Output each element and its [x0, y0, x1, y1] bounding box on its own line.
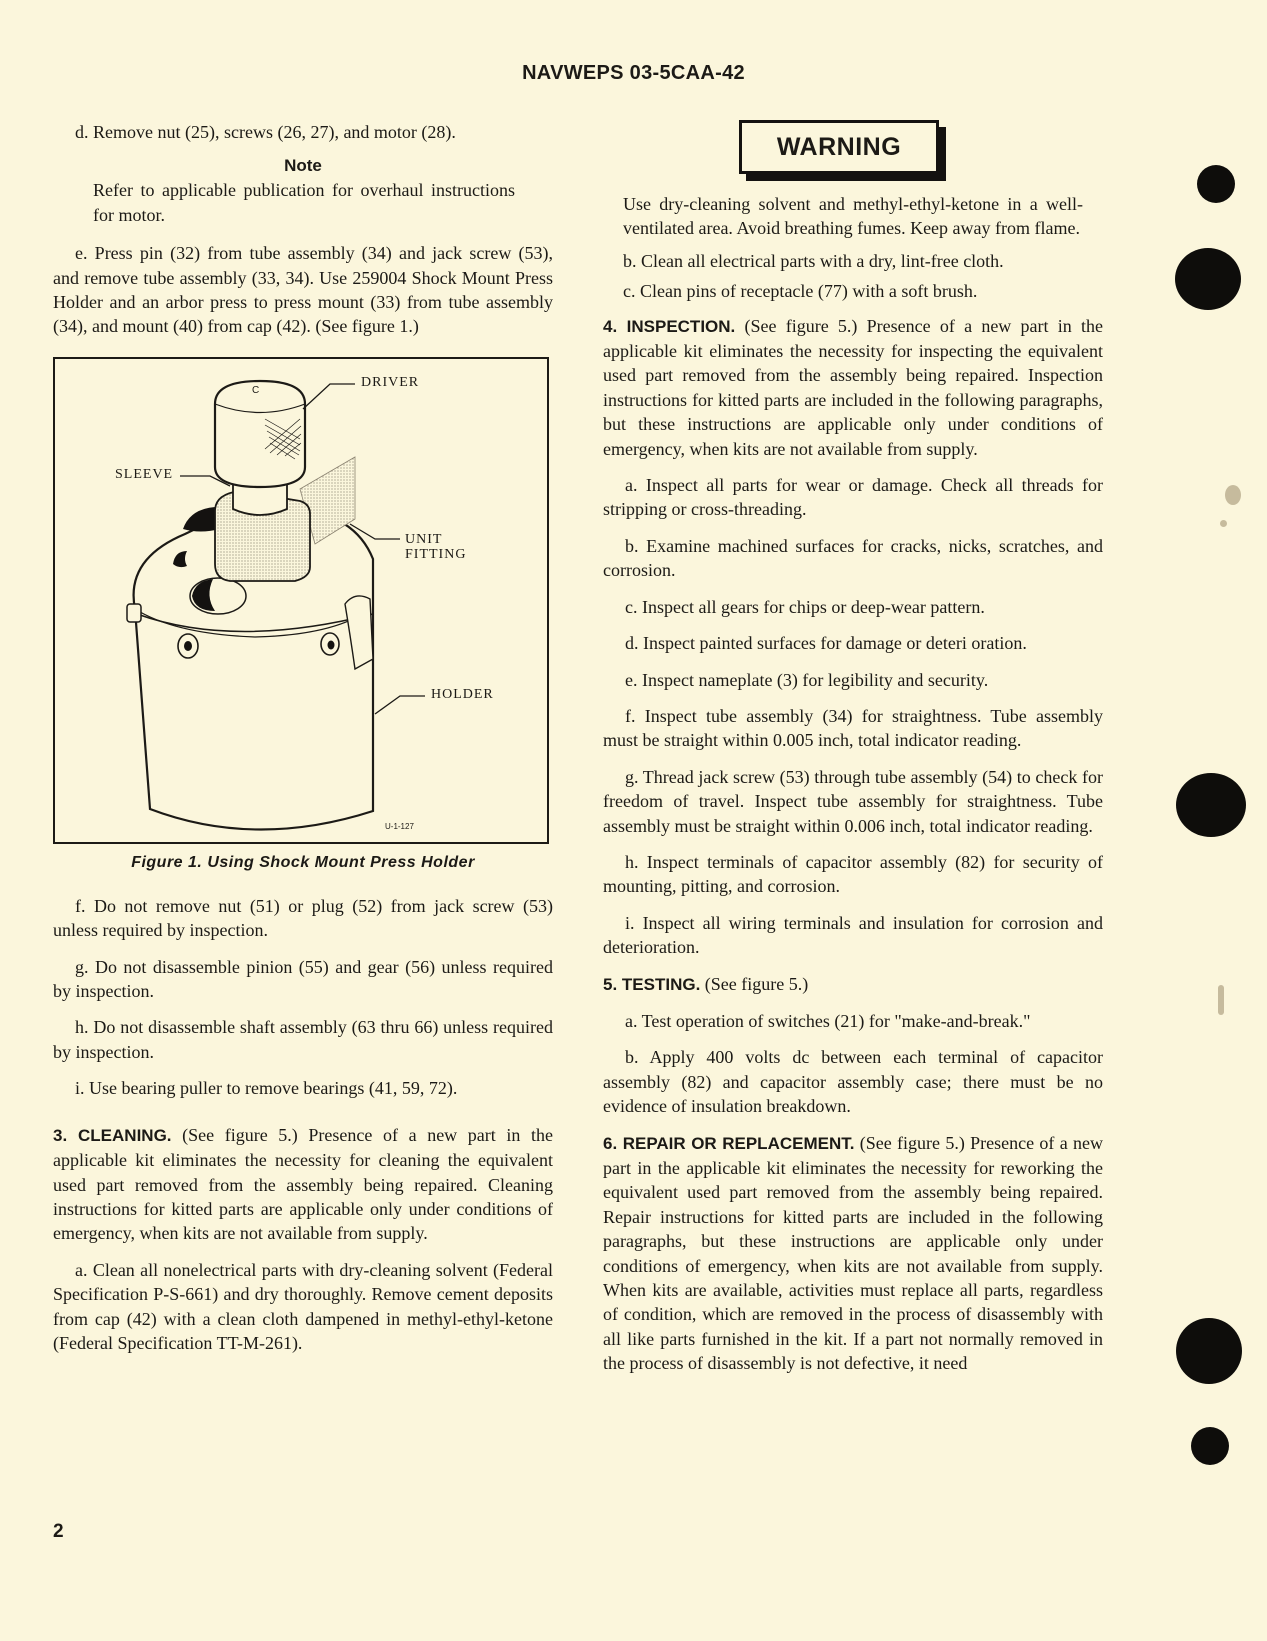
inspection-step-f: f. Inspect tube assembly (34) for straightness. Tube assembly must be straight within 0.005 inch, total indicator reading.	[603, 705, 1103, 751]
label-holder: HOLDER	[431, 686, 494, 702]
repair-body: (See figure 5.) Presence of a new part in the applicable kit eliminates the necessity for reworking the equivalent used part removed from the assembly being repaired. Repair instructions for kitted parts are included in the following paragraphs, but these instructions are applicable only under conditions of emergency, when kits are not available from supply. When kits are available, activities must replace all parts, regardless of condition, which are removed in the process of disassembly with all like parts furnished in the kit. If a part not normally removed in the process of disassembly is not defective, it need	[603, 1132, 1103, 1374]
figure-1	[53, 357, 549, 844]
inspection-section	[603, 314, 1103, 461]
note-body: Refer to applicable publication for overhaul instructions for motor.	[93, 180, 515, 225]
warning-body: Use dry-cleaning solvent and methyl-ethyl-ketone in a well-ventilated area. Avoid breathing fumes. Keep away from flame.	[623, 194, 1083, 239]
binder-hole-icon	[1176, 1318, 1242, 1384]
inspection-step-b: b. Examine machined surfaces for cracks, nicks, scratches, and corrosion.	[603, 535, 1103, 581]
label-sleeve: SLEEVE	[115, 466, 174, 482]
binder-hole-icon	[1197, 165, 1235, 203]
inspection-body: (See figure 5.) Presence of a new part in the applicable kit eliminates the necessity for inspecting the equivalent used part removed from the assembly being repaired. Inspection instructions for kitted parts are included in the following paragraphs, but these instructions are applicable only under conditions of emergency, when kits are not available from supply.	[603, 315, 1103, 459]
step-i: i. Use bearing puller to remove bearings (41, 59, 72).	[75, 1078, 458, 1099]
testing-step-a: a. Test operation of switches (21) for "make-and-break."	[625, 1010, 1031, 1031]
figure-code: U-1-127	[385, 821, 414, 831]
cleaning-section	[53, 1123, 553, 1246]
binder-hole-icon	[1176, 773, 1246, 837]
cleaning-body: (See figure 5.) Presence of a new part in the applicable kit eliminates the necessity for cleaning the equivalent used part removed from the assembly being repaired. Cleaning instructions for kitted parts are applicable only under conditions of emergency, when kits are not available from supply.	[53, 1124, 553, 1244]
repair-section	[603, 1131, 1103, 1376]
testing-heading: 5. TESTING.	[603, 974, 701, 994]
paper-stain	[1225, 485, 1241, 505]
testing-body: (See figure 5.)	[700, 973, 809, 994]
repair-heading: 6. REPAIR OR REPLACEMENT.	[603, 1133, 855, 1153]
document-number-header: NAVWEPS 03-5CAA-42	[522, 62, 745, 84]
figure-caption: Figure 1. Using Shock Mount Press Holder	[131, 853, 475, 871]
paper-stain	[1220, 520, 1227, 527]
inspection-step-g: g. Thread jack screw (53) through tube assembly (54) to check for freedom of travel. Inspect tube assembly for straightness. Tube assembly must be straight within 0.006 inch, total indicator reading.	[603, 766, 1103, 836]
step-g: g. Do not disassemble pinion (55) and gear (56) unless required by inspection.	[53, 956, 553, 1002]
cleaning-step-a: a. Clean all nonelectrical parts with dry-cleaning solvent (Federal Specification P-S-661) and dry thoroughly. Remove cement deposits from cap (42) with a clean cloth dampened in methyl-ethyl-ketone (Federal Specification TT-M-261).	[53, 1259, 553, 1353]
page-number: 2	[53, 1521, 64, 1542]
left-column	[53, 120, 553, 1367]
inspection-step-d: d. Inspect painted surfaces for damage or deteri oration.	[625, 633, 1027, 654]
paper-stain	[1218, 985, 1224, 1015]
cleaning-heading: 3. CLEANING.	[53, 1125, 172, 1145]
inspection-heading: 4. INSPECTION.	[603, 316, 736, 336]
inspection-step-a: a. Inspect all parts for wear or damage. Check all threads for stripping or cross-threading.	[603, 475, 1103, 520]
warning-box	[739, 120, 951, 182]
inspection-step-i: i. Inspect all wiring terminals and insulation for corrosion and deterioration.	[603, 912, 1103, 958]
step-e: e. Press pin (32) from tube assembly (34) and jack screw (53), and remove tube assembly (33, 34). Use 259004 Shock Mount Press Holder and an arbor press to press mount (33) from tube assembly (34), and mount (40) from cap (42). (See figure 1.)	[53, 243, 553, 337]
svg-text:C: C	[252, 384, 260, 396]
step-d: d. Remove nut (25), screws (26, 27), and motor (28).	[75, 122, 456, 142]
testing-section	[603, 972, 1103, 997]
inspection-step-c: c. Inspect all gears for chips or deep-wear pattern.	[625, 596, 985, 617]
inspection-step-h: h. Inspect terminals of capacitor assembly (82) for security of mounting, pitting, and corrosion.	[603, 851, 1103, 897]
label-unit-fitting-line2: FITTING	[405, 546, 467, 562]
inspection-step-e: e. Inspect nameplate (3) for legibility and security.	[625, 669, 989, 690]
binder-hole-icon	[1191, 1427, 1229, 1465]
binder-hole-icon	[1175, 248, 1241, 310]
shock-mount-press-holder-illustration	[55, 359, 547, 842]
testing-step-b: b. Apply 400 volts dc between each terminal of capacitor assembly (82) and capacitor assembly case; there must be no evidence of insulation breakdown.	[603, 1047, 1103, 1117]
right-column	[603, 120, 1103, 1388]
note-title: Note	[284, 156, 322, 176]
label-unit-fitting-line1: UNIT	[405, 531, 443, 547]
cleaning-step-c: c. Clean pins of receptacle (77) with a soft brush.	[623, 281, 978, 302]
label-driver: DRIVER	[361, 374, 420, 390]
step-h: h. Do not disassemble shaft assembly (63 thru 66) unless required by inspection.	[53, 1017, 553, 1062]
cleaning-step-b: b. Clean all electrical parts with a dry, lint-free cloth.	[623, 250, 1004, 271]
warning-title: WARNING	[739, 120, 939, 174]
step-f: f. Do not remove nut (51) or plug (52) from jack screw (53) unless required by inspection.	[53, 895, 553, 941]
